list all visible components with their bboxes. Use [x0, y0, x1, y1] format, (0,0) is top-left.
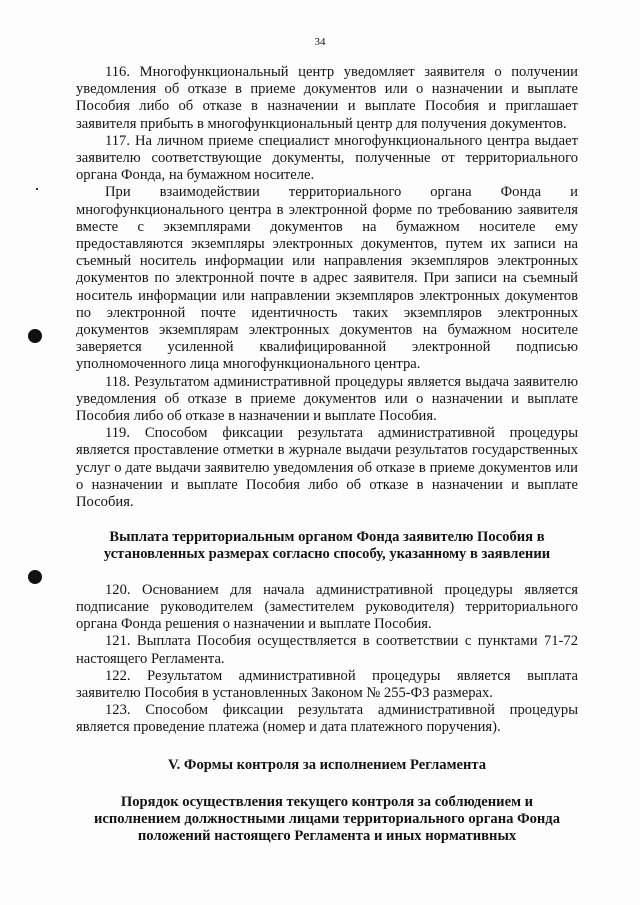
section-heading-current-control: Порядок осуществления текущего контроля за соблюдением и исполнением должностными лицами территориального органа Фонда положений настоящего Регламента и иных нормативных — [93, 793, 560, 845]
paragraph-118: 118. Результатом административной процедуры является выдача заявителю уведомления об отказе в приеме документов или о назначении и выплате Пособия либо об отказе в назначении и выплате Пособия. — [76, 373, 578, 425]
paragraph-121: 121. Выплата Пособия осуществляется в соответствии с пунктами 71-72 настоящего Регламента. — [76, 633, 578, 667]
paragraph-119: 119. Способом фиксации результата административной процедуры является проставление отметки в журнале выдачи результатов государственных услуг о дате выдачи заявителю уведомления об отказе в приеме документов или о назначении и выплате Пособия либо об отказе в назначении и выплате Пособия. — [76, 425, 578, 511]
paragraph-122: 122. Результатом административной процедуры является выплата заявителю Пособия в установленных Законом № 255-ФЗ размерах. — [76, 667, 578, 701]
scan-speck — [36, 188, 38, 190]
section-heading-payment: Выплата территориальным органом Фонда заявителю Пособия в установленных размерах согласно способу, указанному в заявлении — [103, 529, 551, 563]
paragraph-117: 117. На личном приеме специалист многофункционального центра выдает заявителю соответствующие документы, полученные от территориального органа Фонда, на бумажном носителе. — [76, 132, 578, 184]
punch-hole-lower — [28, 570, 42, 584]
paragraph-120: 120. Основанием для начала административной процедуры является подписание руководителем (заместителем руководителя) территориального органа Фонда решения о назначении и выплате Пособия. — [76, 581, 578, 633]
page-number: 34 — [314, 36, 326, 48]
chapter-heading-control: V. Формы контроля за исполнением Регламента — [167, 756, 487, 773]
paragraph-116: 116. Многофункциональный центр уведомляет заявителя о получении уведомления об отказе в приеме документов или о назначении и выплате Пособия либо об отказе в назначении и выплате Пособия и приглашает заявителя прибыть в многофункциональный центр для получения документов. — [76, 64, 578, 132]
paragraph-123: 123. Способом фиксации результата административной процедуры является проведение платежа (номер и дата платежного поручения). — [76, 702, 578, 736]
punch-hole-upper — [28, 329, 42, 343]
document-body — [76, 64, 578, 845]
paragraph-117-continued: При взаимодействии территориального органа Фонда и многофункционального центра в электронной форме по требованию заявителя вместе с экземплярами документов на бумажном носителе ему предоставляются экземпляры электронных документов, путем их записи на съемный носитель информации или направления экземпляров электронных документов по электронной почте в адрес заявителя. При записи на съемный носитель информации или направлении экземпляров электронных документов по электронной почте идентичность таких экземпляров электронных документов экземплярам электронных документов на бумажном носителе заверяется усиленной квалифицированной электронной подписью уполномоченного лица многофункционального центра. — [76, 184, 578, 373]
